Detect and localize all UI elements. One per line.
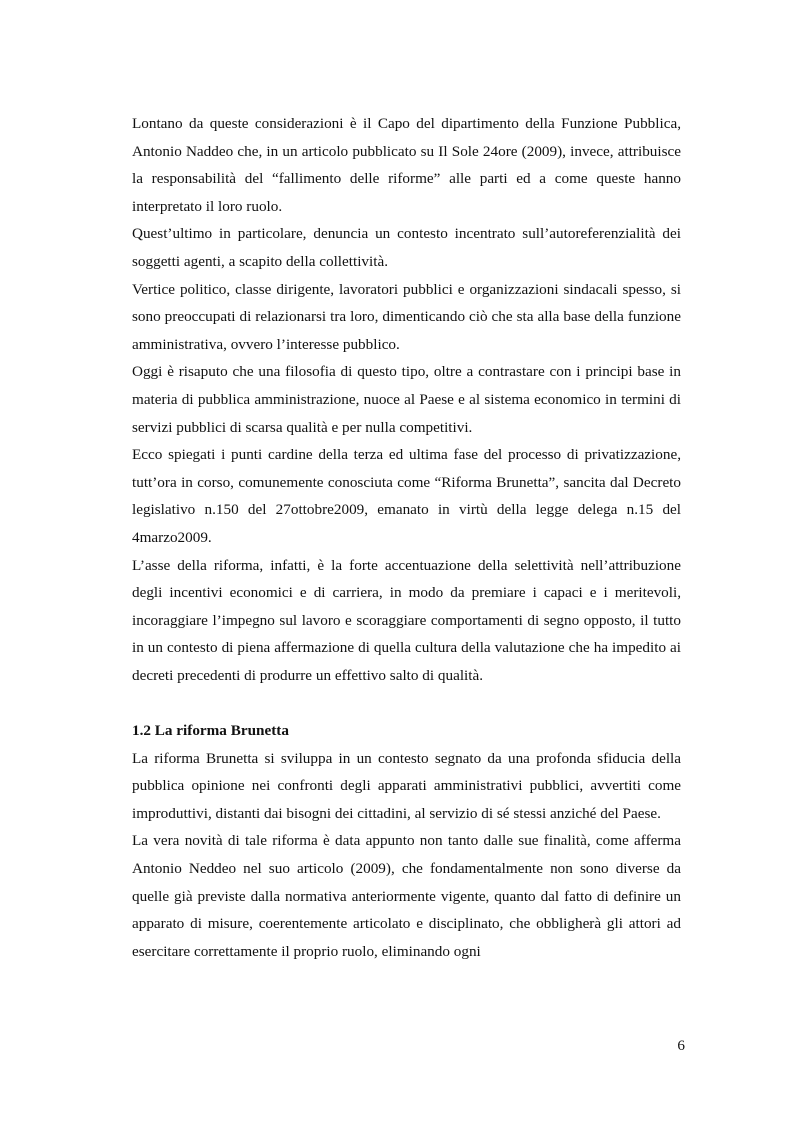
section-spacer [132,689,681,717]
paragraph-naddeo-intro: Lontano da queste considerazioni è il Capo del dipartimento della Funzione Pubblica, Antonio Naddeo che, in un articolo pubblicato su Il Sole 24ore (2009), invece, attribuisce la responsabilità del “fallimento delle riforme” alle parti ed a come queste hanno interpretato il loro ruolo. [132,115,681,215]
paragraph-vera-novita: La vera novità di tale riforma è data appunto non tanto dalle sue finalità, come afferma Antonio Neddeo nel suo articolo (2009), che fondamentalmente non sono diverse da quelle già previste dalla normativa anteriormente vigente, quanto dal fatto di definire un apparato di misure, coerentemente articolato e disciplinato, che obbligherà gli attori ad esercitare correttamente il proprio ruolo, eliminando ogni [132,832,681,960]
paragraph-punti-cardine: Ecco spiegati i punti cardine della terza ed ultima fase del processo di privatizzazione, tutt’ora in corso, comunemente conosciuta come “Riforma Brunetta”, sancita dal Decreto legislativo n.150 del 27ottobre2009, emanato in virtù della legge delega n.15 del 4marzo2009. [132,446,681,546]
paragraph-vertice-politico: Vertice politico, classe dirigente, lavoratori pubblici e organizzazioni sindacali spesso, si sono preoccupati di relazionarsi tra loro, dimenticando ciò che sta alla base della funzione amministrativa, ovvero l’interesse pubblico. [132,280,681,353]
paragraph-asse-riforma: L’asse della riforma, infatti, è la forte accentuazione della selettività nell’attribuzione degli incentivi economici e di carriera, in modo da premiare i capaci e i meritevoli, incoraggiare l’impegno sul lavoro e scoraggiare comportamenti di segno opposto, il tutto in un contesto di piena affermazione di quella cultura della valutazione che ha impedito ai decreti precedenti di produrre un effettivo salto di qualità. [132,556,681,684]
page-number: 6 [677,1037,685,1054]
paragraph-filosofia: Oggi è risaputo che una filosofia di questo tipo, oltre a contrastare con i principi base in materia di pubblica amministrazione, nuoce al Paese e al sistema economico in termini di servizi pubblici di scarsa qualità e per nulla competitivi. [132,363,681,436]
paragraph-autoreferenzialita: Quest’ultimo in particolare, denuncia un contesto incentrato sull’autoreferenzialità dei soggetti agenti, a scapito della collettività. [132,225,681,270]
section-heading: 1.2 La riforma Brunetta [132,722,289,740]
paragraph-contesto: La riforma Brunetta si sviluppa in un contesto segnato da una profonda sfiducia della pubblica opinione nei confronti degli apparati amministrativi pubblici, avvertiti come improduttivi, distanti dai bisogni dei cittadini, al servizio di sé stessi anziché del Paese. [132,749,681,822]
body-text [132,110,681,965]
